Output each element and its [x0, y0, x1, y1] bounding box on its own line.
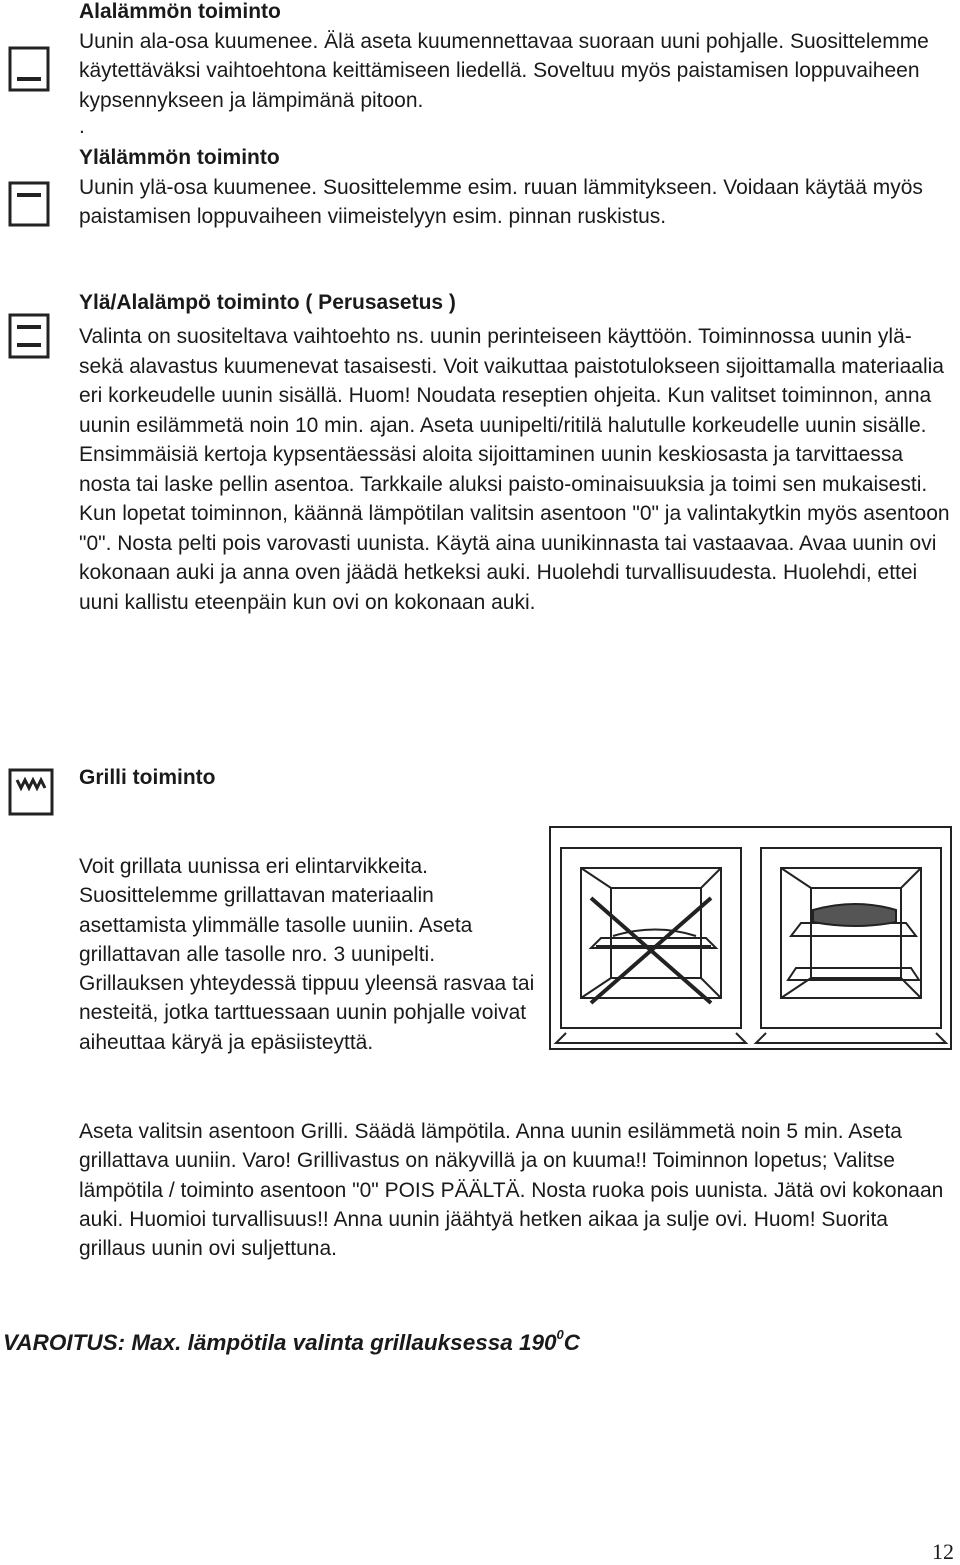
oven-grill-illustration — [549, 826, 952, 1050]
section-body-bottom-heat: Uunin ala-osa kuumenee. Älä aseta kuumennettavaa suoraan uuni pohjalle. Suosittelemme käytettäväksi vaihtoehtona keittämiseen liedellä. Soveltuu myös paistamisen loppuvaiheen kypsennykseen ja lämpimänä pitoon. — [79, 30, 929, 112]
oven-top-bottom-heat-icon — [8, 313, 50, 359]
section-title-top-bottom-heat: Ylä/Alalämpö toiminto ( Perusasetus ) — [79, 291, 456, 314]
section-body-top-bottom-heat: Valinta on suositeltava vaihtoehto ns. uunin perinteiseen käyttöön. Toiminnossa uunin ylä- sekä alavastus kuumenevat tasaisesti. Voit vaikuttaa paistotulokseen sijoittamalla materiaalia eri korkeudelle uunin sisällä. Huom! Noudata reseptien ohjeita. Kun valitset toiminnon, anna uunin esilämmetä noin 10 min. ajan. Aseta uunipelti/ritilä halutulle korkeudelle uunin sisälle. Ensimmäisiä kertoja kypsentäessäsi aloita sijoittaminen uunin keskiosasta ja tarvittaessa nosta tai laske pellin asentoa. Tarkkaile aluksi paisto-ominaisuuksia ja toimi sen mukaisesti. Kun lopetat toiminnon, käännä lämpötilan valitsin asentoon "0" ja valintakytkin myös asentoon "0". Nosta pelti pois varovasti uunista. Käytä aina uunikinnasta tai vastaavaa. Avaa uunin ovi kokonaan auki ja anna oven jäädä hetkeksi auki. Huolehdi turvallisuudesta. Huolehdi, ettei uuni kallistu eteenpäin kun ovi on kokonaan auki. — [79, 325, 950, 614]
section-title-bottom-heat: Alalämmön toiminto — [79, 0, 281, 23]
stray-dot: . — [79, 115, 85, 138]
section-title-grill: Grilli toiminto — [79, 766, 216, 789]
warning-unit: C — [563, 1330, 581, 1355]
section-body-top-heat: Uunin ylä-osa kuumenee. Suosittelemme esim. ruuan lämmitykseen. Voidaan käytää myös paistamisen loppuvaiheen viimeistelyyn esim. pinnan ruskistus. — [79, 176, 923, 229]
oven-top-heat-icon — [8, 181, 50, 227]
oven-bottom-heat-icon — [8, 46, 50, 92]
page-number: 12 — [932, 1539, 954, 1564]
oven-grill-icon — [8, 768, 54, 816]
section-title-top-heat: Ylälämmön toiminto — [79, 146, 280, 169]
section-instructions-grill: Aseta valitsin asentoon Grilli. Säädä lämpötila. Anna uunin esilämmetä noin 5 min. Aseta grillattava uuniin. Varo! Grillivastus on näkyvillä ja on kuuma!! Toiminnon lopetus; Valitse lämpötila / toiminto asentoon "0" POIS PÄÄLTÄ. Nosta ruoka pois uunista. Jätä ovi kokonaan auki. Huomioi turvallisuus!! Anna uunin jäähtyä hetken aikaa ja sulje ovi. Huom! Suorita grillaus uunin ovi suljettuna. — [79, 1120, 944, 1261]
section-intro-grill: Voit grillata uunissa eri elintarvikkeita. Suosittelemme grillattavan materiaalin asettamista ylimmälle tasolle uuniin. Aseta grillattavan alle tasolle nro. 3 uunipelti. Grillauksen yhteydessä tippuu yleensä rasvaa tai nesteitä, jotka tarttuessaan uunin pohjalle voivat aiheuttaa käryä ja epäsiisteyttä. — [79, 855, 535, 1054]
warning-text — [3, 1320, 580, 1358]
warning-superscript: 0 — [556, 1327, 564, 1342]
warning-main: VAROITUS: Max. lämpötila valinta grillauksessa 190 — [3, 1330, 557, 1355]
